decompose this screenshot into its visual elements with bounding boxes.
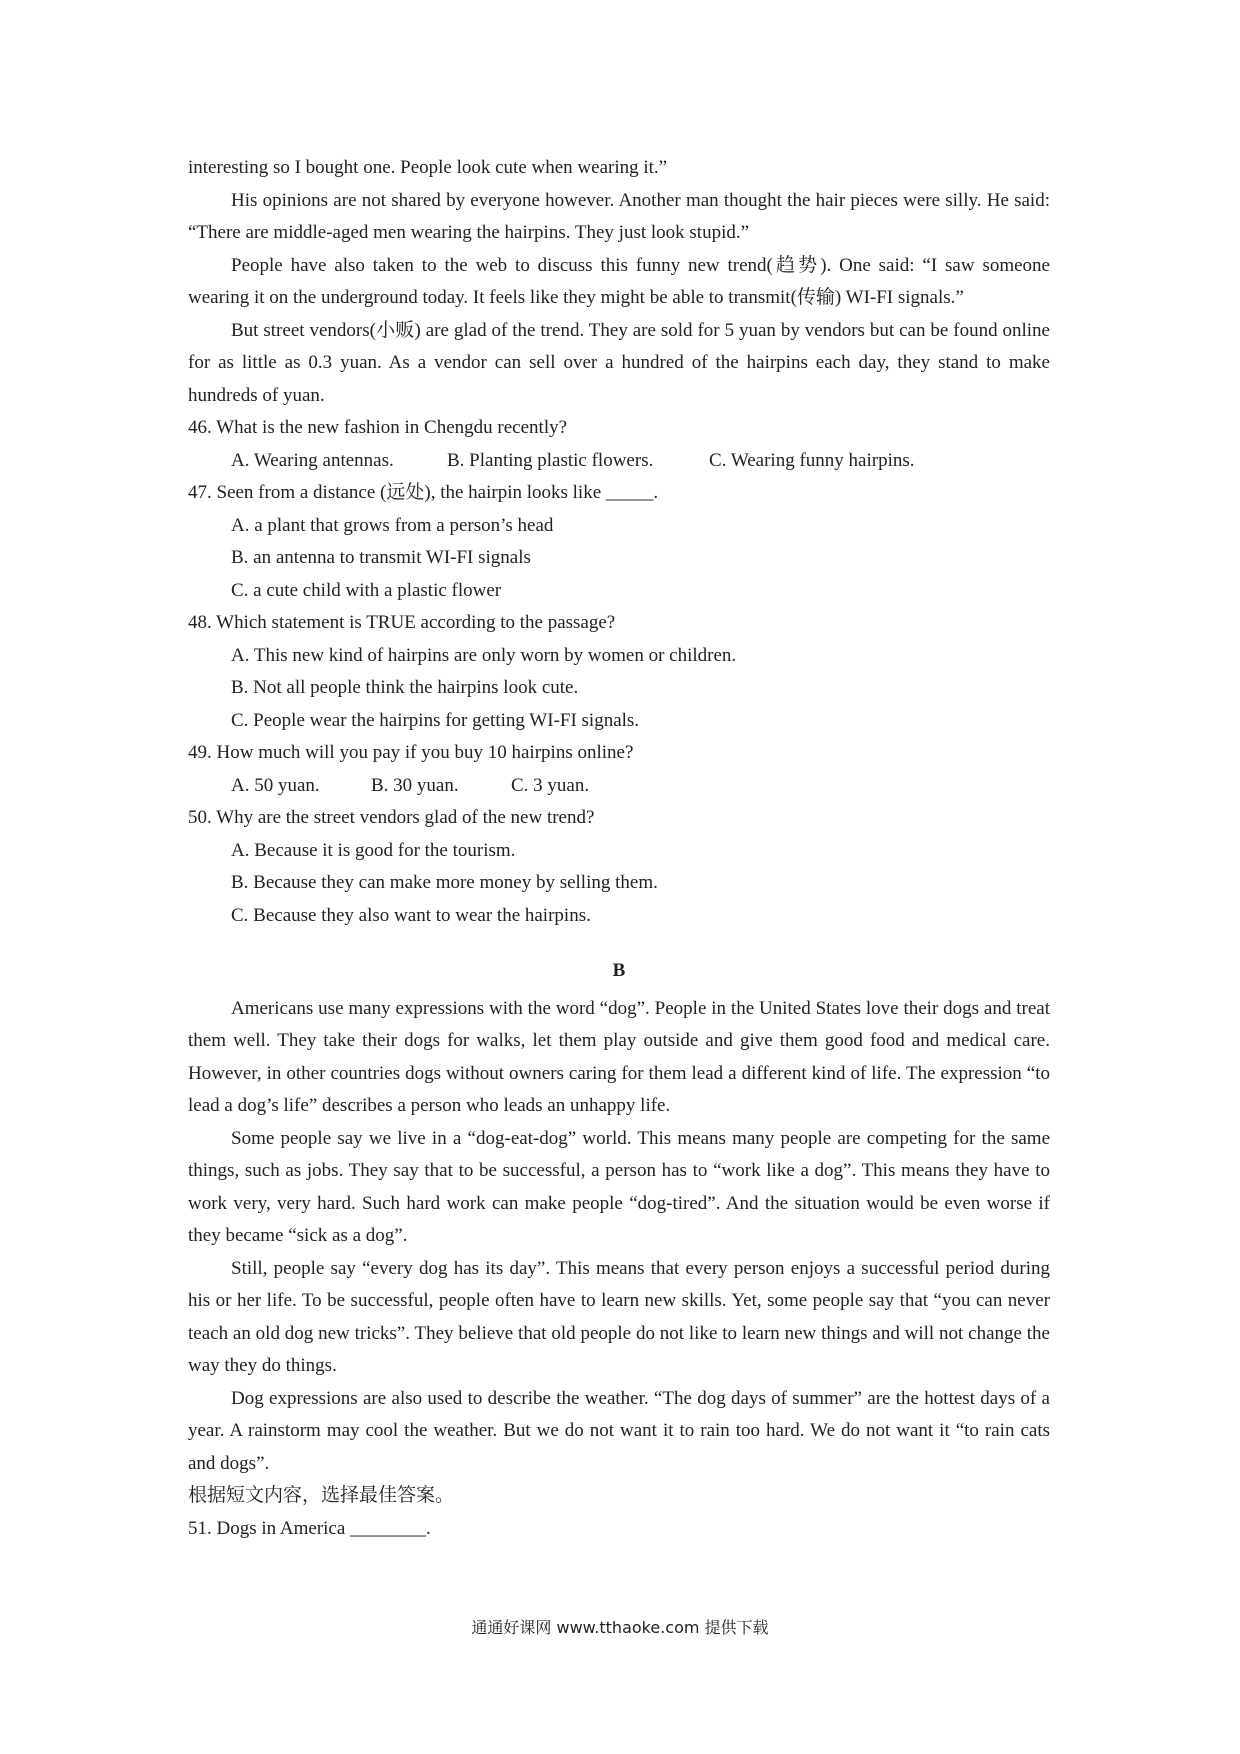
option-a: A. Because it is good for the tourism.	[231, 839, 516, 861]
question-stem: 46. What is the new fashion in Chengdu recently?	[188, 417, 568, 438]
option-row	[231, 445, 1050, 478]
question-stem: 48. Which statement is TRUE according to the passage?	[188, 612, 616, 633]
section-b-title: B	[612, 960, 626, 981]
option-a: A. a plant that grows from a person’s head	[231, 514, 554, 536]
option-b: B. Not all people think the hairpins look cute.	[231, 677, 579, 698]
passage-a-line: interesting so I bought one. People look cute when wearing it.”	[188, 157, 668, 178]
passage-b-paragraph: Still, people say “every dog has its day”. This means that every person enjoys a successful period during his or her life. To be successful, people often have to learn new skills. Yet, some people say that “you can never teach an old dog new tricks”. They believe that old people do not like to learn new things and will not change the way they do things.	[188, 1257, 1050, 1376]
question-stem: 47. Seen from a distance (远处), the hairpin looks like _____.	[188, 482, 659, 503]
instruction-text: 根据短文内容，选择最佳答案。	[188, 1485, 455, 1506]
passage-b-paragraph: Some people say we live in a “dog-eat-dog” world. This means many people are competing for the same things, such as jobs. They say that to be successful, a person has to “work like a dog”. This means they have to work very, very hard. Such hard work can make people “dog-tired”. And the situation would be even worse if they became “sick as a dog”.	[188, 1127, 1050, 1246]
document-page	[188, 152, 1050, 1545]
question-46	[188, 412, 1050, 477]
option-a: A. Wearing antennas.	[231, 449, 394, 471]
option-c: C. a cute child with a plastic flower	[231, 579, 502, 601]
passage-b-paragraph: Americans use many expressions with the word “dog”. People in the United States love their dogs and treat them well. They take their dogs for walks, let them play outside and give them good food and medical care. However, in other countries dogs without owners caring for them lead a different kind of life. The expression “to lead a dog’s life” describes a person who leads an unhappy life.	[188, 997, 1050, 1116]
question-stem: 49. How much will you pay if you buy 10 hairpins online?	[188, 742, 634, 763]
option-a: A. This new kind of hairpins are only worn by women or children.	[231, 644, 737, 666]
question-stem: 50. Why are the street vendors glad of the new trend?	[188, 807, 595, 828]
option-a: A. 50 yuan.	[231, 774, 320, 796]
question-50	[188, 802, 1050, 932]
option-b: B. Because they can make more money by selling them.	[231, 872, 658, 893]
option-c: C. Because they also want to wear the hairpins.	[231, 904, 591, 926]
page-footer: 通通好课网 www.tthaoke.com 提供下载	[471, 1618, 769, 1637]
question-47	[188, 477, 1050, 607]
option-c: C. People wear the hairpins for getting WI-FI signals.	[231, 709, 640, 731]
passage-a-paragraph: His opinions are not shared by everyone however. Another man thought the hair pieces were silly. He said: “There are middle-aged men wearing the hairpins. They just look stupid.”	[188, 189, 1050, 243]
question-48	[188, 607, 1050, 737]
passage-a-paragraph: People have also taken to the web to discuss this funny new trend(趋势). One said: “I saw someone wearing it on the underground today. It feels like they might be able to transmit(传输) WI-FI signals.”	[188, 254, 1050, 308]
option-c: C. 3 yuan.	[511, 774, 590, 796]
option-b: B. 30 yuan.	[371, 774, 459, 796]
question-49	[188, 737, 1050, 802]
option-c: C. Wearing funny hairpins.	[709, 449, 915, 471]
question-51-stem: 51. Dogs in America ________.	[188, 1517, 431, 1539]
passage-a-paragraph: But street vendors(小贩) are glad of the trend. They are sold for 5 yuan by vendors but can be found online for as little as 0.3 yuan. As a vendor can sell over a hundred of the hairpins each day, they stand to make hundreds of yuan.	[188, 319, 1050, 406]
passage-b-paragraph: Dog expressions are also used to describe the weather. “The dog days of summer” are the hottest days of a year. A rainstorm may cool the weather. But we do not want it to rain too hard. We do not want it “to rain cats and dogs”.	[188, 1387, 1050, 1474]
option-row	[231, 770, 1050, 803]
option-b: B. an antenna to transmit WI-FI signals	[231, 547, 531, 568]
option-b: B. Planting plastic flowers.	[447, 449, 654, 471]
